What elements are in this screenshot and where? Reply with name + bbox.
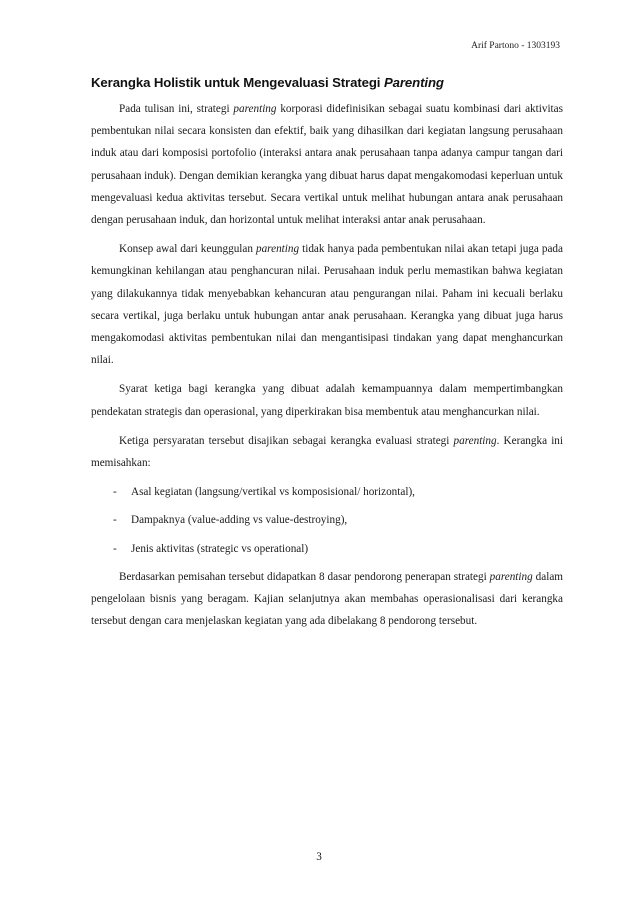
running-head: Arif Partono - 1303193 [471, 41, 560, 51]
paragraph-4-text-a: Ketiga persyaratan tersebut disajikan sebagai kerangka evaluasi strategi [119, 434, 454, 447]
list-item [91, 509, 563, 531]
paragraph-1 [91, 98, 563, 231]
paragraph-5-text-b: dalam pengelolaan bisnis yang beragam. Kajian selanjutnya akan membahas operasionalisasi dari kerangka tersebut dengan cara menjelaskan kegiatan yang ada dibelakang 8 pendorong tersebut. [91, 570, 563, 628]
list-item [91, 538, 563, 560]
section-heading [91, 74, 563, 92]
bullet-marker: - [113, 486, 117, 499]
paragraph-4 [91, 430, 563, 474]
page-content [91, 74, 563, 639]
list-item-text: Dampaknya (value-adding vs value-destroying), [131, 514, 348, 527]
paragraph-5-emphasis: parenting [489, 570, 533, 583]
bullet-list [91, 481, 563, 560]
page-number: 3 [316, 851, 322, 863]
paragraph-2 [91, 238, 563, 371]
paragraph-1-emphasis: parenting [233, 103, 277, 115]
list-item [91, 481, 563, 503]
paragraph-1-text-b: korporasi didefinisikan sebagai suatu kombinasi dari aktivitas pembentukan nilai secara konsisten dan efektif, baik yang dihasilkan dari kegiatan langsung perusahaan induk atau dari komposisi portofolio (interaksi antara anak perusahaan tanpa adanya campur tangan dari perusahaan induk). Dengan demikian kerangka yang dibuat harus dapat mengakomodasi keperluan untuk mengevaluasi kedua aktivitas tersebut. Secara vertikal untuk melihat hubungan antara anak perusahaan dengan perusahaan induk, dan horizontal untuk melihat interaksi antar anak perusahaan. [91, 103, 563, 227]
bullet-marker: - [113, 542, 117, 555]
paragraph-5 [91, 566, 563, 633]
bullet-marker: - [113, 514, 117, 527]
section-heading-italic: Parenting [383, 75, 444, 90]
list-item-text: Asal kegiatan (langsung/vertikal vs komposisional/ horizontal), [131, 486, 415, 499]
paragraph-1-text-a: Pada tulisan ini, strategi [119, 103, 234, 115]
paragraph-2-text-a: Konsep awal dari keunggulan [119, 243, 256, 256]
paragraph-5-text-a: Berdasarkan pemisahan tersebut didapatkan 8 dasar pendorong penerapan strategi [119, 570, 490, 583]
paragraph-3: Syarat ketiga bagi kerangka yang dibuat adalah kemampuannya dalam mempertimbangkan pendekatan strategis dan operasional, yang diperkirakan bisa membentuk atau menghancurkan nilai. [91, 383, 563, 418]
paragraph-2-emphasis: parenting [255, 243, 300, 256]
paragraph-4-text-b: . Kerangka ini memisahkan: [91, 434, 563, 470]
paragraph-4-emphasis: parenting [453, 434, 497, 447]
paragraph-2-text-b: tidak hanya pada pembentukan nilai akan tetapi juga pada kemungkinan kehilangan atau penghancuran nilai. Perusahaan induk perlu memastikan bahwa kegiatan yang dilakukannya tidak menyebabkan kehancuran atau pengurangan nilai. Paham ini kecuali berlaku secara vertikal, juga berlaku untuk hubungan antar anak perusahaan. Kerangka yang dibuat juga harus mengakomodasi aktivitas pembentukan nilai dan mengantisipasi tindakan yang dapat menghancurkan nilai. [91, 243, 563, 367]
list-item-text: Jenis aktivitas (strategic vs operational) [131, 542, 309, 555]
section-heading-text: Kerangka Holistik untuk Mengevaluasi Strategi [91, 75, 384, 90]
